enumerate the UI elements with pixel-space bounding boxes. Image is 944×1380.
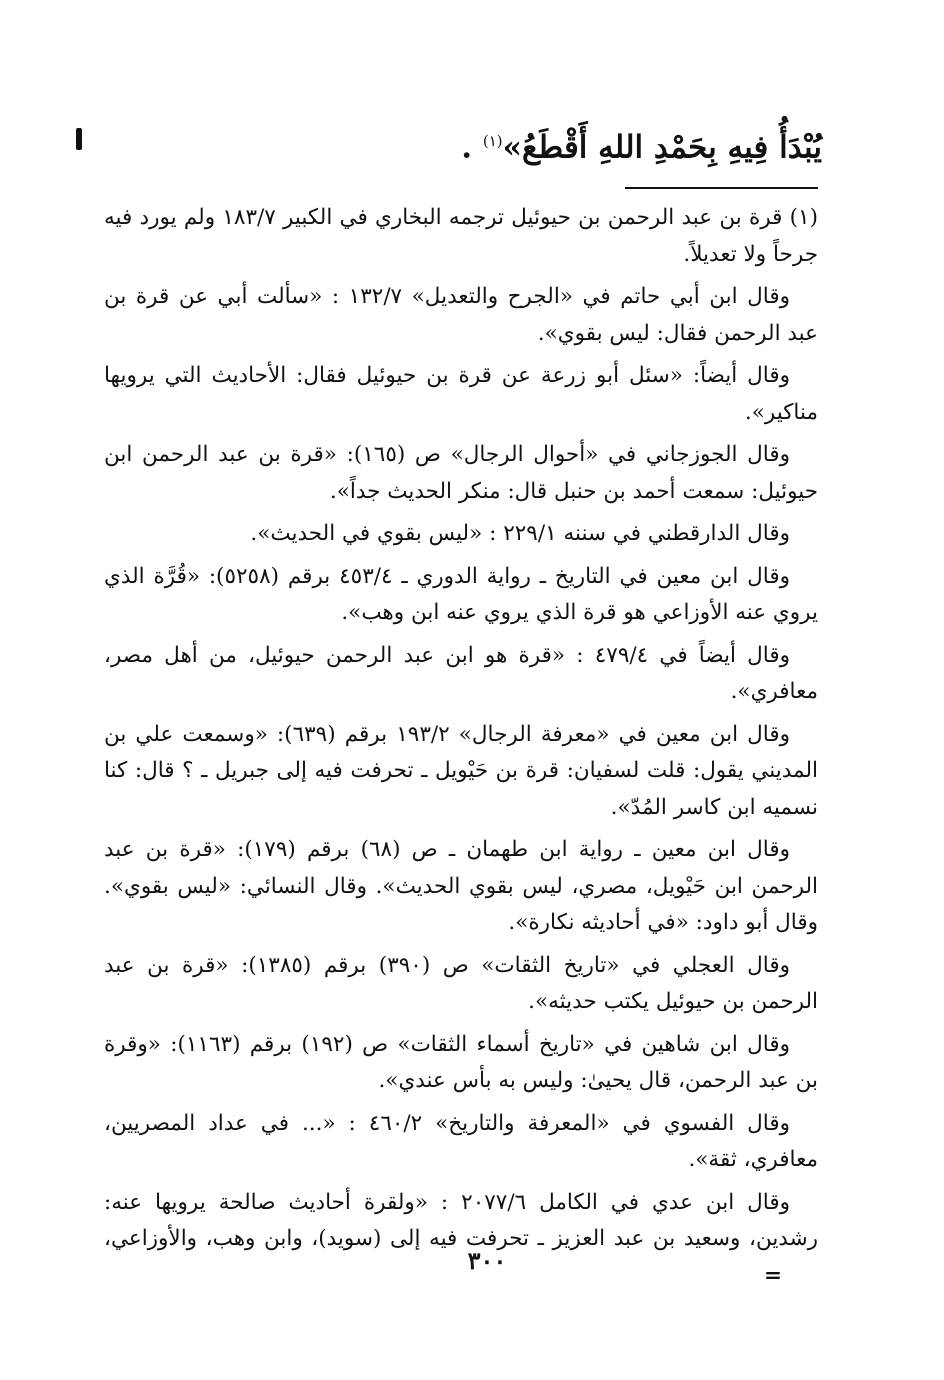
footnote-text: وقال أيضاً: «سئل أبو زرعة عن قرة بن حيوئيل فقال: الأحاديث التي يرويها مناكير». [104, 363, 818, 425]
footnote-paragraph [104, 1106, 818, 1179]
footnote-text: قرة بن عبد الرحمن بن حيوئيل ترجمه البخاري في الكبير ١٨٣/٧ ولم يورد فيه جرحاً ولا تعديلاً. [104, 205, 818, 267]
footnote-paragraph [104, 948, 818, 1021]
margin-mark [76, 128, 82, 150]
footnote-separator [625, 187, 818, 189]
footnote-paragraph [104, 832, 818, 942]
footnote-paragraph [104, 717, 818, 827]
footnote-text: وقال الفسوي في «المعرفة والتاريخ» ٤٦٠/٢ : «... في عداد المصريين، معافري، ثقة». [104, 1110, 818, 1172]
footnote-text: وقال العجلي في «تاريخ الثقات» ص (٣٩٠) برقم (١٣٨٥): «قرة بن عبد الرحمن بن حيوئيل يكتب حديثه». [104, 952, 818, 1014]
footnote-number: (١) [789, 205, 818, 230]
footnote-text: وقال ابن معين في التاريخ ـ رواية الدوري ـ ٤٥٣/٤ برقم (٥٢٥٨): «قُرَّة الذي يروي عنه الأوزاعي هو قرة الذي يروي عنه ابن وهب». [104, 563, 818, 625]
footnote-text: وقال أيضاً في ٤٧٩/٤ : «قرة هو ابن عبد الرحمن حيوئيل، من أهل مصر، معافري». [104, 642, 818, 704]
footnote-paragraph [104, 1027, 818, 1100]
footnote-paragraph [104, 559, 818, 632]
main-text-end: . [461, 129, 473, 166]
page-number: ٣٠٠ [467, 1246, 507, 1275]
footnote-text: وقال ابن عدي في الكامل ٢٠٧٧/٦ : «ولقرة أحاديث صالحة يرويها عنه: رشدين، وسعيد بن عبد العزيز ـ تحرفت فيه إلى (سويد)، وابن وهب، والأوزاعي، [104, 1189, 818, 1251]
footnote-paragraph [104, 516, 818, 553]
footnote-text: وقال الجوزجاني في «أحوال الرجال» ص (١٦٥): «قرة بن عبد الرحمن ابن حيوئيل: سمعت أحمد بن حنبل قال: منكر الحديث جداً». [104, 442, 818, 504]
footnote-paragraph [104, 279, 818, 352]
footnote-text: وقال ابن معين ـ رواية ابن طهمان ـ ص (٦٨) برقم (١٧٩): «قرة بن عبد الرحمن ابن حَيْويل، مصري، ليس بقوي الحديث». وقال النسائي: «ليس بقوي». وقال أبو داود: «في أحاديثه نكارة». [104, 837, 818, 935]
footnote-reference: (١) [482, 132, 503, 150]
footnote-paragraph [104, 1185, 818, 1295]
footnote-text: وقال ابن معين في «معرفة الرجال» ١٩٣/٢ برقم (٦٣٩): «وسمعت علي بن المديني يقول: قلت لسفيان: قرة بن حَيْويل ـ تحرفت فيه إلى جبريل ـ ؟ قال: كنا نسميه ابن كاسر المُدّ». [104, 721, 818, 820]
footnote-paragraph [104, 638, 818, 711]
main-text: يُبْدَأُ فِيهِ بِحَمْدِ اللهِ أَقْطَعُ» [502, 129, 822, 166]
footnote-paragraph [104, 358, 818, 431]
footnotes-section [104, 200, 818, 1300]
footnote-text: وقال الدارقطني في سننه ٢٢٩/١ : «ليس بقوي في الحديث». [250, 521, 790, 546]
continuation-mark: = [763, 1262, 782, 1288]
footnote-text: وقال ابن شاهين في «تاريخ أسماء الثقات» ص (١٩٢) برقم (١١٦٣): «وقرة بن عبد الرحمن، قال يحيىٰ: وليس به بأس عندي». [104, 1031, 818, 1093]
footnote-text: وقال ابن أبي حاتم في «الجرح والتعديل» ١٣٢/٧ : «سألت أبي عن قرة بن عبد الرحمن فقال: ليس بقوي». [104, 284, 818, 346]
footnote-paragraph [104, 437, 818, 510]
footnote-1 [104, 200, 818, 273]
main-text-line [302, 116, 822, 172]
